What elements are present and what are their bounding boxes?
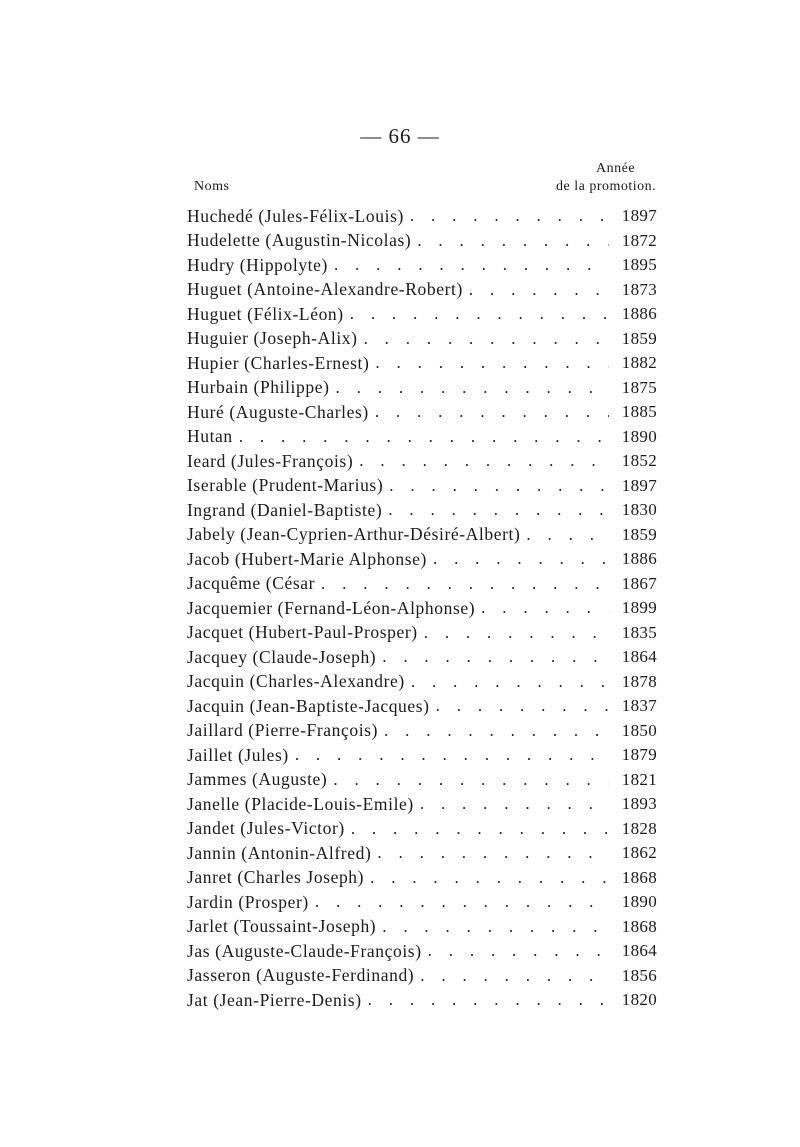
list-item — [187, 866, 657, 891]
list-item — [187, 400, 657, 425]
list-item — [187, 498, 657, 523]
entry-name: Jabely (Jean-Cyprien-Arthur-Désiré-Albert) — [187, 524, 521, 545]
entry-name: Iserable (Prudent-Marius) — [187, 475, 384, 496]
entry-name: Jacquey (Claude-Joseph) — [187, 646, 377, 667]
name-list — [187, 204, 657, 1013]
list-item — [187, 890, 657, 915]
entry-year: 1820 — [621, 990, 657, 1010]
list-item — [187, 670, 657, 695]
list-item — [187, 302, 657, 327]
dot-leader — [384, 721, 609, 741]
dot-leader — [350, 304, 609, 324]
entry-name: Jat (Jean-Pierre-Denis) — [187, 989, 362, 1010]
entry-name: Jarlet (Toussaint-Joseph) — [187, 916, 377, 937]
dot-leader — [336, 378, 609, 398]
dot-leader — [368, 990, 609, 1010]
entry-year: 1835 — [621, 622, 657, 642]
entry-year: 1859 — [621, 524, 657, 544]
dot-leader — [333, 770, 609, 790]
entry-year: 1895 — [621, 255, 657, 275]
list-item — [187, 327, 657, 352]
entry-name: Jaillet (Jules) — [187, 744, 289, 765]
entry-year: 1868 — [621, 916, 657, 936]
entry-year: 1878 — [621, 671, 657, 691]
dot-leader — [420, 966, 609, 986]
entry-name: Jacquin (Charles-Alexandre) — [187, 671, 405, 692]
dot-leader — [481, 598, 609, 618]
list-item — [187, 621, 657, 646]
entry-year: 1867 — [621, 573, 657, 593]
list-item — [187, 694, 657, 719]
dot-leader — [295, 745, 609, 765]
list-item — [187, 719, 657, 744]
dot-leader — [315, 892, 609, 912]
entry-year: 1875 — [621, 377, 657, 397]
list-item — [187, 743, 657, 768]
entry-name: Ingrand (Daniel-Baptiste) — [187, 499, 383, 520]
dot-leader — [351, 819, 609, 839]
entry-name: Hudry (Hippolyte) — [187, 254, 328, 275]
entry-year: 1872 — [621, 230, 657, 250]
dot-leader — [428, 941, 609, 961]
list-item — [187, 278, 657, 303]
list-item — [187, 964, 657, 989]
entry-name: Jandet (Jules-Victor) — [187, 818, 345, 839]
entry-year: 1852 — [621, 451, 657, 471]
entry-year: 1830 — [621, 500, 657, 520]
dot-leader — [377, 843, 609, 863]
dot-leader — [388, 500, 609, 520]
entry-year: 1885 — [621, 402, 657, 422]
entry-year: 1897 — [621, 206, 657, 226]
entry-name: Hutan — [187, 426, 233, 447]
dot-leader — [382, 917, 609, 937]
entry-name: Ieard (Jules-François) — [187, 450, 354, 471]
entry-name: Huguier (Joseph-Alix) — [187, 328, 358, 349]
entry-name: Huguet (Antoine-Alexandre-Robert) — [187, 279, 463, 300]
entry-name: Hudelette (Augustin-Nicolas) — [187, 230, 412, 251]
dot-leader — [375, 402, 609, 422]
entry-name: Jacquin (Jean-Baptiste-Jacques) — [187, 695, 430, 716]
entry-name: Jammes (Auguste) — [187, 769, 328, 790]
list-item — [187, 523, 657, 548]
list-item — [187, 841, 657, 866]
list-item — [187, 474, 657, 499]
entry-year: 1879 — [621, 745, 657, 765]
list-item — [187, 376, 657, 401]
list-item — [187, 547, 657, 572]
column-header-promotion: de la promotion. — [556, 179, 657, 194]
list-item — [187, 817, 657, 842]
entry-name: Huré (Auguste-Charles) — [187, 401, 369, 422]
entry-year: 1868 — [621, 867, 657, 887]
entry-name: Jardin (Prosper) — [187, 891, 309, 912]
list-item — [187, 253, 657, 278]
entry-name: Hurbain (Philippe) — [187, 377, 330, 398]
list-item — [187, 425, 657, 450]
list-item — [187, 988, 657, 1013]
entry-name: Janret (Charles Joseph) — [187, 867, 365, 888]
list-item — [187, 572, 657, 597]
entry-year: 1837 — [621, 696, 657, 716]
dot-leader — [411, 672, 609, 692]
entry-year: 1864 — [621, 647, 657, 667]
entry-year: 1882 — [621, 353, 657, 373]
entry-year: 1864 — [621, 941, 657, 961]
entry-name: Huchedé (Jules-Félix-Louis) — [187, 205, 404, 226]
entry-year: 1899 — [621, 598, 657, 618]
dot-leader — [382, 647, 609, 667]
dot-leader — [321, 574, 609, 594]
page-number: — 66 — — [360, 124, 440, 148]
list-item — [187, 204, 657, 229]
list-item — [187, 351, 657, 376]
dot-leader — [370, 868, 609, 888]
entry-year: 1856 — [621, 965, 657, 985]
dot-leader — [469, 280, 609, 300]
entry-name: Jacquemier (Fernand-Léon-Alphonse) — [187, 597, 476, 618]
entry-name: Jacquême (César — [187, 573, 316, 594]
entry-year: 1850 — [621, 720, 657, 740]
entry-name: Janelle (Placide-Louis-Emile) — [187, 793, 414, 814]
column-header-noms: Noms — [194, 179, 230, 194]
entry-year: 1897 — [621, 475, 657, 495]
dot-leader — [334, 255, 609, 275]
list-item — [187, 768, 657, 793]
list-item — [187, 229, 657, 254]
list-item — [187, 645, 657, 670]
entry-name: Jaillard (Pierre-François) — [187, 720, 379, 741]
entry-year: 1828 — [621, 818, 657, 838]
entry-year: 1890 — [621, 426, 657, 446]
list-item — [187, 449, 657, 474]
entry-year: 1886 — [621, 304, 657, 324]
entry-year: 1821 — [621, 769, 657, 789]
entry-name: Jas (Auguste-Claude-François) — [187, 940, 422, 961]
dot-leader — [389, 476, 609, 496]
entry-name: Jacquet (Hubert-Paul-Prosper) — [187, 622, 418, 643]
dot-leader — [364, 329, 609, 349]
dot-leader — [239, 427, 609, 447]
list-item — [187, 792, 657, 817]
dot-leader — [410, 206, 609, 226]
list-item — [187, 596, 657, 621]
dot-leader — [420, 794, 609, 814]
list-item — [187, 915, 657, 940]
dot-leader — [375, 353, 609, 373]
entry-year: 1862 — [621, 843, 657, 863]
column-header-annee: Année — [596, 161, 636, 176]
dot-leader — [417, 231, 609, 251]
entry-name: Hupier (Charles-Ernest) — [187, 352, 370, 373]
dot-leader — [359, 451, 609, 471]
entry-year: 1890 — [621, 892, 657, 912]
entry-year: 1873 — [621, 279, 657, 299]
entry-name: Jacob (Hubert-Marie Alphonse) — [187, 548, 427, 569]
entry-name: Huguet (Félix-Léon) — [187, 303, 344, 324]
entry-year: 1886 — [621, 549, 657, 569]
entry-name: Jannin (Antonin-Alfred) — [187, 842, 372, 863]
dot-leader — [433, 549, 609, 569]
entry-year: 1859 — [621, 328, 657, 348]
entry-name: Jasseron (Auguste-Ferdinand) — [187, 965, 415, 986]
list-item — [187, 939, 657, 964]
dot-leader — [436, 696, 609, 716]
dot-leader — [424, 623, 609, 643]
dot-leader — [526, 525, 609, 545]
entry-year: 1893 — [621, 794, 657, 814]
